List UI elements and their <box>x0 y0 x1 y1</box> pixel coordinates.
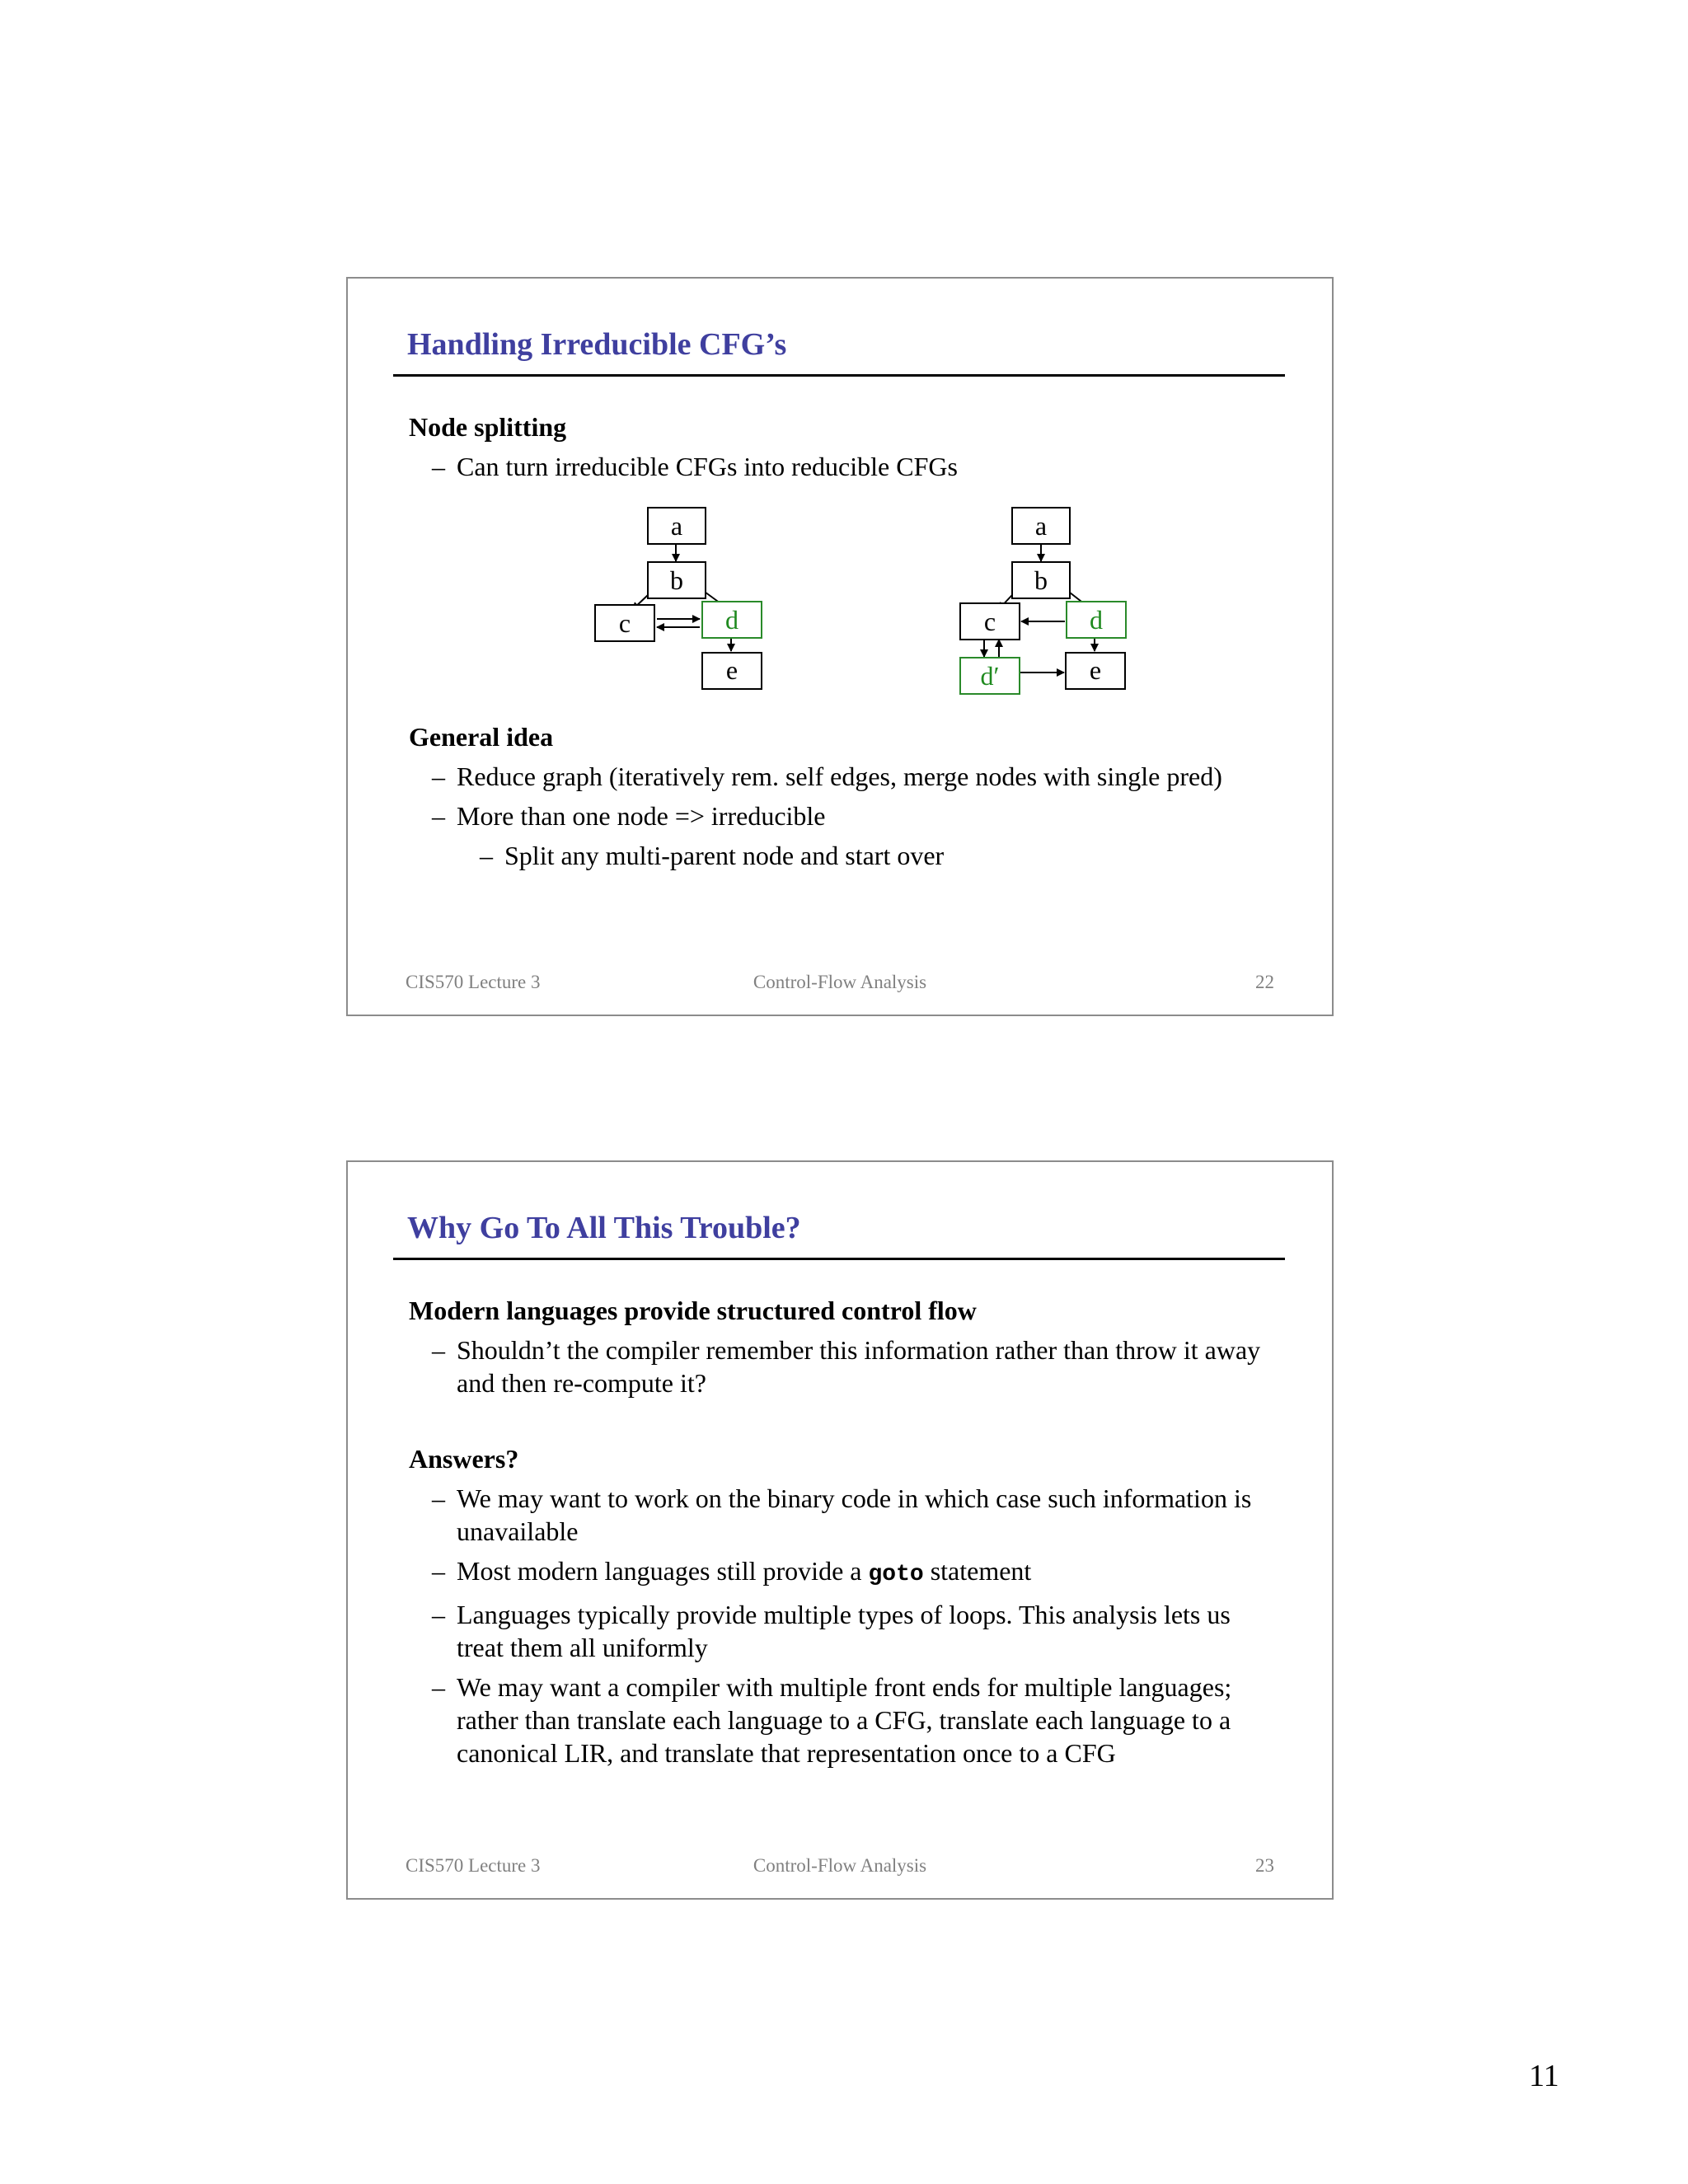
cfg-diagram <box>348 501 1335 715</box>
bullet-item: – Reduce graph (iteratively rem. self edges, merge nodes with single pred) <box>432 762 1222 791</box>
bullet-item: – Can turn irreducible CFGs into reducible CFGs <box>432 452 958 481</box>
goto-keyword: goto <box>868 1562 924 1587</box>
node-d-prime-label: d′ <box>980 661 1000 691</box>
node-c-label: c <box>618 608 631 638</box>
footer-course: CIS570 Lecture 3 <box>406 972 541 992</box>
heading-answers: Answers? <box>409 1444 519 1474</box>
bullet-item: – Most modern languages still provide a goto statement <box>432 1556 1032 1587</box>
title-rule <box>393 1258 1285 1260</box>
slide-22 <box>346 277 1334 1016</box>
node-d-label: d <box>1090 605 1103 635</box>
page-number: 11 <box>1529 2059 1559 2093</box>
heading-structured-control-flow: Modern languages provide structured control flow <box>409 1296 977 1325</box>
heading-general-idea: General idea <box>409 722 554 752</box>
node-b-label: b <box>670 565 683 595</box>
footer-slide-number: 22 <box>1255 972 1274 992</box>
slide-23 <box>346 1160 1334 1900</box>
sub-bullet-item: – Split any multi-parent node and start over <box>480 841 945 870</box>
footer-slide-number: 23 <box>1255 1855 1274 1876</box>
footer-topic: Control-Flow Analysis <box>753 972 927 992</box>
bullet-item: – We may want a compiler with multiple front ends for multiple languages; rather than translate each language to a CFG, translate each language to a canonical LIR, and translate that representation once to a CFG <box>432 1672 1232 1768</box>
title-rule <box>393 374 1285 377</box>
slide-title: Handling Irreducible CFG’s <box>407 327 787 362</box>
irreducible-graph <box>595 508 762 689</box>
bullet-item: – Shouldn’t the compiler remember this information rather than throw it away and then re-compute it? <box>432 1335 1261 1398</box>
bullet-item: – We may want to work on the binary code in which case such information is unavailable <box>432 1483 1252 1546</box>
bullet-list <box>409 1294 1282 1769</box>
bullet-item: – Languages typically provide multiple types of loops. This analysis lets us treat them all uniformly <box>432 1600 1231 1662</box>
bullet-item: – More than one node => irreducible <box>432 801 826 831</box>
heading-node-splitting: Node splitting <box>409 412 567 442</box>
node-e-label: e <box>1089 655 1102 685</box>
node-b-label: b <box>1034 565 1048 595</box>
node-d-label: d <box>725 605 738 635</box>
footer-topic: Control-Flow Analysis <box>753 1855 927 1876</box>
slide-title: Why Go To All This Trouble? <box>407 1211 801 1245</box>
node-a-label: a <box>1034 511 1048 541</box>
node-a-label: a <box>670 511 683 541</box>
node-e-label: e <box>725 655 738 685</box>
footer-course: CIS570 Lecture 3 <box>406 1855 541 1876</box>
node-c-label: c <box>983 607 996 636</box>
split-graph <box>960 508 1126 694</box>
